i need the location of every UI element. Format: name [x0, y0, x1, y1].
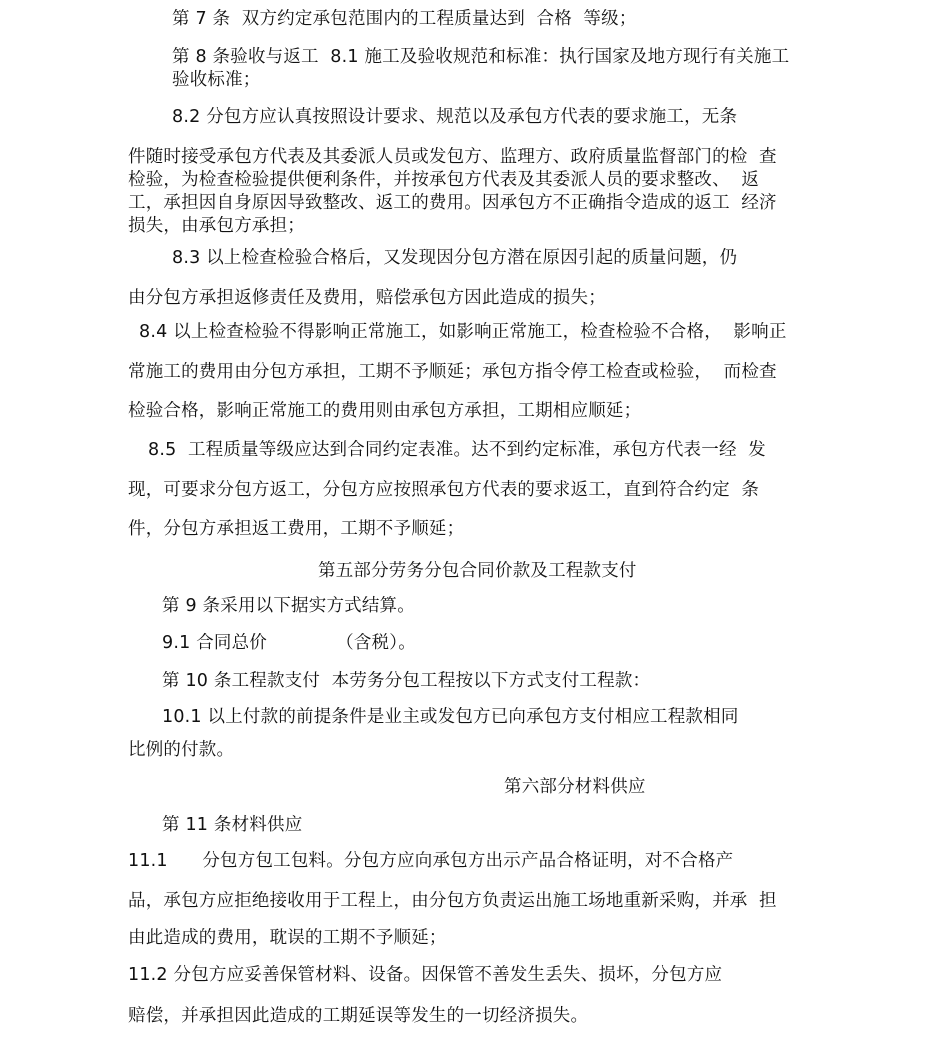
clause-7-quality-level: 第 7 条 双方约定承包范围内的工程质量达到 合格 等级；: [172, 9, 637, 29]
clause-8-4-line-2: 常施工的费用由分包方承担，工期不予顺延；承包方指令停工检查或检验， 而检查: [128, 362, 777, 382]
clause-8-3-line-2: 由分包方承担返修责任及费用，赔偿承包方因此造成的损失；: [128, 288, 606, 308]
clause-9-1-total-price: 9.1 合同总价 （含税）。: [162, 633, 416, 653]
section-six-heading: 第六部分材料供应: [504, 777, 646, 797]
clause-11-material-supply: 第 11 条材料供应: [162, 815, 303, 835]
clause-11-1-line-3: 由此造成的费用，耽误的工期不予顺延；: [128, 928, 447, 948]
clause-8-2-line-2: 件随时接受承包方代表及其委派人员或发包方、监理方、政府质量监督部门的检 查: [128, 147, 777, 167]
clause-11-2-line-1: 11.2 分包方应妥善保管材料、设备。因保管不善发生丢失、损坏，分包方应: [128, 965, 723, 985]
clause-8-5-line-3: 件，分包方承担返工费用，工期不予顺延；: [128, 519, 465, 539]
clause-8-5-line-2: 现，可要求分包方返工，分包方应按照承包方代表的要求返工，直到符合约定 条: [128, 480, 760, 500]
clause-9-settlement: 第 9 条采用以下据实方式结算。: [162, 596, 415, 616]
clause-8-2-line-3: 检验，为检查检验提供便利条件，并按承包方代表及其委派人员的要求整改、 返: [128, 170, 760, 190]
clause-11-2-line-2: 赔偿，并承担因此造成的工期延误等发生的一切经济损失。: [128, 1006, 589, 1026]
clause-11-1-line-1: 11.1 分包方包工包料。分包方应向承包方出示产品合格证明，对不合格产: [128, 851, 734, 871]
clause-8-4-line-1: 8.4 以上检查检验不得影响正常施工，如影响正常施工，检查检验不合格， 影响正: [139, 322, 787, 342]
clause-8-acceptance-line-2: 验收标准；: [172, 70, 261, 90]
clause-8-5-line-1: 8.5 工程质量等级应达到合同约定表准。达不到约定标准，承包方代表一经 发: [148, 440, 766, 460]
clause-10-1-line-2: 比例的付款。: [128, 740, 235, 760]
clause-11-1-line-2: 品，承包方应拒绝接收用于工程上，由分包方负责运出施工场地重新采购，并承 担: [128, 891, 777, 911]
clause-8-4-line-3: 检验合格，影响正常施工的费用则由承包方承担，工期相应顺延；: [128, 401, 642, 421]
clause-8-3-line-1: 8.3 以上检查检验合格后，又发现因分包方潜在原因引起的质量问题，仍: [172, 248, 738, 268]
section-five-heading: 第五部分劳务分包合同价款及工程款支付: [318, 561, 637, 581]
clause-10-1-line-1: 10.1 以上付款的前提条件是业主或发包方已向承包方支付相应工程款相同: [162, 707, 739, 727]
clause-10-payment: 第 10 条工程款支付 本劳务分包工程按以下方式支付工程款：: [162, 671, 651, 691]
clause-8-2-line-5: 损失，由承包方承担；: [128, 216, 305, 236]
clause-8-2-line-4: 工，承担因自身原因导致整改、返工的费用。因承包方不正确指令造成的返工 经济: [128, 193, 777, 213]
clause-8-2-line-1: 8.2 分包方应认真按照设计要求、规范以及承包方代表的要求施工，无条: [172, 107, 738, 127]
clause-8-acceptance-line-1: 第 8 条验收与返工 8.1 施工及验收规范和标准：执行国家及地方现行有关施工: [172, 47, 790, 67]
